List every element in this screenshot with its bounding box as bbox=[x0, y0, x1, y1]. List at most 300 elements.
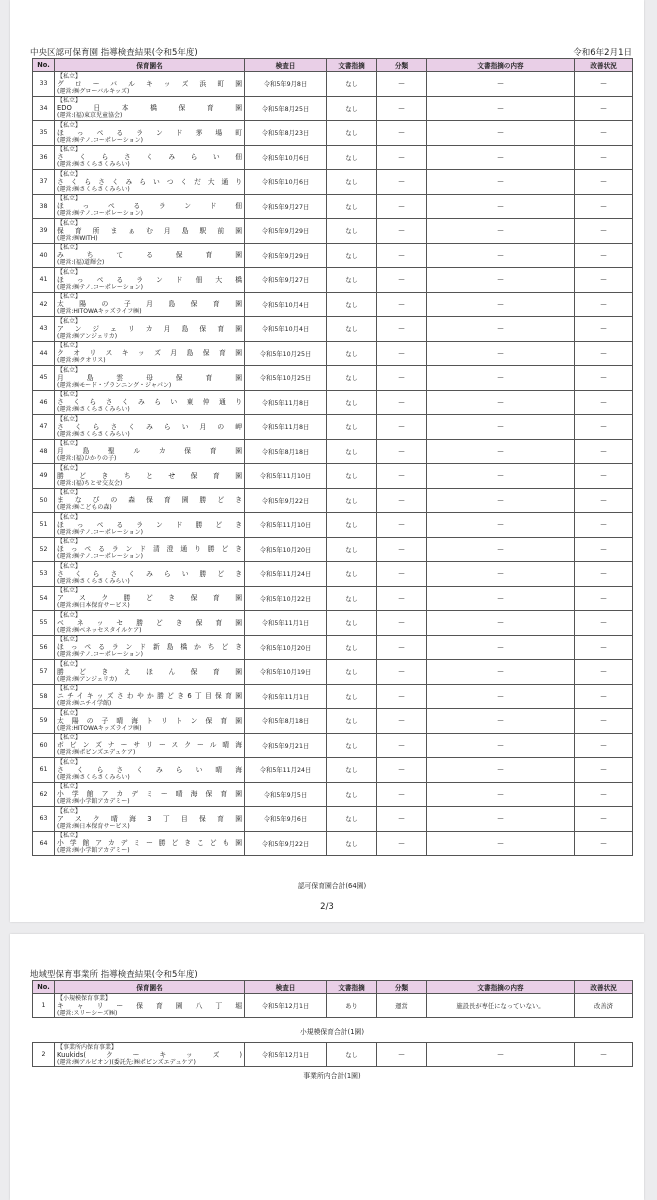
facility-operator: (運営:㈱さくらさくみらい) bbox=[57, 430, 130, 438]
row-no: 54 bbox=[33, 586, 55, 611]
facility-name: 勝どきちとせ保育園 bbox=[57, 471, 242, 480]
facility-category: 【私立】 bbox=[57, 97, 82, 105]
finding-content: — bbox=[427, 537, 575, 562]
finding-content: — bbox=[427, 366, 575, 391]
row-no: 43 bbox=[33, 317, 55, 342]
facility-operator: (運営:(福)ちとせ交友会) bbox=[57, 479, 123, 487]
row-no: 60 bbox=[33, 733, 55, 758]
facility-name: みちてる保育園 bbox=[57, 251, 242, 260]
facility-cell bbox=[55, 96, 245, 121]
finding-class: — bbox=[377, 831, 427, 856]
doc-finding: なし bbox=[327, 72, 377, 97]
table-row bbox=[33, 831, 633, 856]
improvement-status: — bbox=[575, 243, 633, 268]
doc-finding: なし bbox=[327, 268, 377, 293]
inspection-date: 令和5年9月8日 bbox=[245, 72, 327, 97]
facility-name: キャリー保育園八丁堀 bbox=[57, 1001, 242, 1010]
facility-name: ほっぺるランド佃 bbox=[57, 202, 242, 211]
facility-cell bbox=[55, 635, 245, 660]
header-status: 改善状況 bbox=[575, 981, 633, 994]
header-class: 分類 bbox=[377, 981, 427, 994]
finding-class: — bbox=[377, 292, 427, 317]
finding-content: — bbox=[427, 194, 575, 219]
finding-content: — bbox=[427, 390, 575, 415]
doc-finding: なし bbox=[327, 611, 377, 636]
table-row bbox=[33, 994, 633, 1018]
facility-name: さくらさくみらい晴海 bbox=[57, 765, 242, 774]
row-no: 63 bbox=[33, 807, 55, 832]
improvement-status: — bbox=[575, 268, 633, 293]
facility-operator: (運営:(福)東京児童協会) bbox=[57, 112, 123, 120]
facility-cell bbox=[55, 488, 245, 513]
doc-finding: なし bbox=[327, 513, 377, 538]
improvement-status: — bbox=[575, 292, 633, 317]
finding-class: — bbox=[377, 488, 427, 513]
inspection-date: 令和5年11月10日 bbox=[245, 464, 327, 489]
finding-content: — bbox=[427, 170, 575, 195]
row-no: 2 bbox=[33, 1043, 55, 1067]
facility-operator: (運営:㈱さくらさくみらい) bbox=[57, 161, 130, 169]
facility-category: 【私立】 bbox=[57, 464, 82, 472]
inspection-date: 令和5年10月25日 bbox=[245, 366, 327, 391]
inspection-date: 令和5年10月6日 bbox=[245, 170, 327, 195]
table-body bbox=[33, 994, 633, 1018]
table-row bbox=[33, 660, 633, 685]
inspection-table bbox=[32, 58, 633, 856]
inspection-date: 令和5年11月8日 bbox=[245, 415, 327, 440]
facility-cell bbox=[55, 660, 245, 685]
facility-category: 【私立】 bbox=[57, 440, 82, 448]
facility-cell bbox=[55, 219, 245, 244]
facility-category: 【私立】 bbox=[57, 170, 82, 178]
facility-name: 太陽の子月島保育園 bbox=[57, 300, 242, 309]
table-row bbox=[33, 439, 633, 464]
facility-cell bbox=[55, 415, 245, 440]
table-row bbox=[33, 145, 633, 170]
doc-finding: なし bbox=[327, 439, 377, 464]
row-no: 57 bbox=[33, 660, 55, 685]
facility-category: 【私立】 bbox=[57, 489, 82, 497]
document-page-2 bbox=[10, 934, 644, 1200]
inspection-date: 令和5年8月23日 bbox=[245, 121, 327, 146]
facility-cell bbox=[55, 733, 245, 758]
facility-category: 【私立】 bbox=[57, 391, 82, 399]
header-no: No. bbox=[33, 59, 55, 72]
facility-operator: (運営:㈱ニチイ学館) bbox=[57, 700, 112, 708]
finding-class: — bbox=[377, 243, 427, 268]
facility-cell bbox=[55, 709, 245, 734]
doc-finding: なし bbox=[327, 635, 377, 660]
facility-cell bbox=[55, 758, 245, 783]
facility-cell bbox=[55, 390, 245, 415]
finding-class: — bbox=[377, 684, 427, 709]
improvement-status: — bbox=[575, 72, 633, 97]
table-row bbox=[33, 268, 633, 293]
facility-cell bbox=[55, 366, 245, 391]
improvement-status: — bbox=[575, 341, 633, 366]
facility-operator: (運営:㈱モード・プランニング・ジャパン) bbox=[57, 381, 172, 389]
inspection-date: 令和5年9月21日 bbox=[245, 733, 327, 758]
facility-category: 【私立】 bbox=[57, 146, 82, 154]
facility-category: 【私立】 bbox=[57, 415, 82, 423]
facility-cell bbox=[55, 268, 245, 293]
row-no: 41 bbox=[33, 268, 55, 293]
finding-class: — bbox=[377, 341, 427, 366]
finding-content: — bbox=[427, 758, 575, 783]
row-no: 55 bbox=[33, 611, 55, 636]
inspection-date: 令和5年9月6日 bbox=[245, 807, 327, 832]
finding-content: — bbox=[427, 709, 575, 734]
facility-operator: (運営:㈱クオリス) bbox=[57, 357, 106, 365]
page-header bbox=[30, 46, 632, 58]
improvement-status: — bbox=[575, 513, 633, 538]
inspection-date: 令和5年10月4日 bbox=[245, 317, 327, 342]
facility-name: さくらさくみらいつくだ大通り bbox=[57, 177, 242, 186]
finding-content: — bbox=[427, 562, 575, 587]
row-no: 35 bbox=[33, 121, 55, 146]
finding-content: — bbox=[427, 121, 575, 146]
row-no: 46 bbox=[33, 390, 55, 415]
improvement-status: — bbox=[575, 831, 633, 856]
facility-name: さくらさくみらい月の岬 bbox=[57, 422, 242, 431]
facility-category: 【私立】 bbox=[57, 758, 82, 766]
improvement-status: — bbox=[575, 194, 633, 219]
row-no: 40 bbox=[33, 243, 55, 268]
inspection-date: 令和5年9月22日 bbox=[245, 488, 327, 513]
facility-cell bbox=[55, 807, 245, 832]
improvement-status: — bbox=[575, 537, 633, 562]
improvement-status: — bbox=[575, 1043, 633, 1067]
row-no: 34 bbox=[33, 96, 55, 121]
facility-name: ほっぺるランド勝どき bbox=[57, 520, 242, 529]
improvement-status: — bbox=[575, 733, 633, 758]
finding-class: — bbox=[377, 513, 427, 538]
header-content: 文書指摘の内容 bbox=[427, 981, 575, 994]
facility-operator: (運営:㈱ポピンズエデュケア) bbox=[57, 749, 136, 757]
table-header-row bbox=[33, 981, 633, 994]
inspection-date: 令和5年10月22日 bbox=[245, 586, 327, 611]
facility-operator: (運営:㈱WITH) bbox=[57, 234, 98, 242]
doc-finding: なし bbox=[327, 121, 377, 146]
facility-name: ボビンズナーサリースクール晴海 bbox=[57, 741, 242, 750]
facility-operator: (運営:(福)道輝会) bbox=[57, 259, 105, 267]
row-no: 53 bbox=[33, 562, 55, 587]
facility-cell bbox=[55, 317, 245, 342]
improvement-status: — bbox=[575, 586, 633, 611]
facility-category: 【私立】 bbox=[57, 72, 82, 80]
inspection-date: 令和5年12月1日 bbox=[245, 994, 327, 1018]
improvement-status: — bbox=[575, 145, 633, 170]
facility-name: ほっぺるランド茅場町 bbox=[57, 128, 242, 137]
improvement-status: — bbox=[575, 464, 633, 489]
total-label: 小規模保育合計(1園) bbox=[299, 1028, 364, 1036]
improvement-status: — bbox=[575, 660, 633, 685]
table-row bbox=[33, 611, 633, 636]
finding-content: — bbox=[427, 831, 575, 856]
row-no: 49 bbox=[33, 464, 55, 489]
improvement-status: — bbox=[575, 96, 633, 121]
facility-cell bbox=[55, 994, 245, 1018]
facility-category: 【私立】 bbox=[57, 317, 82, 325]
finding-content: — bbox=[427, 513, 575, 538]
facility-operator: (運営:㈱テノ.コーポレーション) bbox=[57, 528, 143, 536]
improvement-status: — bbox=[575, 121, 633, 146]
table-row bbox=[33, 537, 633, 562]
facility-category: 【私立】 bbox=[57, 121, 82, 129]
doc-finding: なし bbox=[327, 660, 377, 685]
facility-category: 【私立】 bbox=[57, 709, 82, 717]
facility-name: クオリスキッズ月島保育園 bbox=[57, 349, 242, 358]
facility-cell bbox=[55, 292, 245, 317]
table-row bbox=[33, 366, 633, 391]
finding-content: — bbox=[427, 464, 575, 489]
finding-class: — bbox=[377, 611, 427, 636]
row-no: 33 bbox=[33, 72, 55, 97]
table-row bbox=[33, 219, 633, 244]
facility-name: まなびの森保育園勝どき bbox=[57, 496, 242, 505]
finding-class: — bbox=[377, 390, 427, 415]
row-no: 1 bbox=[33, 994, 55, 1018]
table-row bbox=[33, 782, 633, 807]
finding-content: — bbox=[427, 586, 575, 611]
doc-finding: なし bbox=[327, 488, 377, 513]
row-no: 56 bbox=[33, 635, 55, 660]
doc-finding: なし bbox=[327, 709, 377, 734]
row-no: 47 bbox=[33, 415, 55, 440]
table-row bbox=[33, 243, 633, 268]
facility-name: さくらさくみらい勝どき bbox=[57, 569, 242, 578]
finding-content: — bbox=[427, 807, 575, 832]
doc-finding: なし bbox=[327, 733, 377, 758]
facility-name: 勝どきえほん保育園 bbox=[57, 667, 242, 676]
finding-class: — bbox=[377, 219, 427, 244]
facility-cell bbox=[55, 145, 245, 170]
row-no: 62 bbox=[33, 782, 55, 807]
doc-finding: なし bbox=[327, 831, 377, 856]
facility-category: 【私立】 bbox=[57, 660, 82, 668]
inspection-date: 令和5年10月4日 bbox=[245, 292, 327, 317]
table-row bbox=[33, 415, 633, 440]
doc-finding: なし bbox=[327, 684, 377, 709]
facility-name: ニチイキッズさわやか勝どき6丁目保育園 bbox=[57, 692, 242, 701]
table-row bbox=[33, 464, 633, 489]
row-no: 42 bbox=[33, 292, 55, 317]
finding-class: — bbox=[377, 807, 427, 832]
facility-name: アスク晴海3丁目保育園 bbox=[57, 814, 242, 823]
finding-content: — bbox=[427, 268, 575, 293]
row-no: 58 bbox=[33, 684, 55, 709]
improvement-status: 改善済 bbox=[575, 994, 633, 1018]
improvement-status: — bbox=[575, 709, 633, 734]
facility-cell bbox=[55, 782, 245, 807]
facility-category: 【私立】 bbox=[57, 783, 82, 791]
table-body bbox=[33, 1043, 633, 1067]
facility-name: 保育所まぁむ月島駅前園 bbox=[57, 226, 242, 235]
facility-operator: (運営:㈱こどもの森) bbox=[57, 504, 112, 512]
facility-category: 【私立】 bbox=[57, 293, 82, 301]
finding-content: — bbox=[427, 733, 575, 758]
finding-class: — bbox=[377, 96, 427, 121]
inspection-date: 令和5年11月8日 bbox=[245, 390, 327, 415]
header-content: 文書指摘の内容 bbox=[427, 59, 575, 72]
facility-category: 【私立】 bbox=[57, 562, 82, 570]
table-row bbox=[33, 733, 633, 758]
inspection-date: 令和5年11月24日 bbox=[245, 562, 327, 587]
doc-finding: なし bbox=[327, 341, 377, 366]
table-row bbox=[33, 709, 633, 734]
finding-content: — bbox=[427, 219, 575, 244]
improvement-status: — bbox=[575, 807, 633, 832]
facility-operator: (運営:㈱さくらさくみらい) bbox=[57, 577, 130, 585]
improvement-status: — bbox=[575, 366, 633, 391]
row-no: 38 bbox=[33, 194, 55, 219]
facility-operator: (運営:㈱日本保育サービス) bbox=[57, 822, 130, 830]
facility-name: アスク勝どき保育園 bbox=[57, 594, 242, 603]
facility-name: ベネッセ勝どき保育園 bbox=[57, 618, 242, 627]
finding-class: — bbox=[377, 782, 427, 807]
total-label: 認可保育園合計(64園) bbox=[297, 882, 367, 890]
facility-operator: (運営:㈱アンジェリカ) bbox=[57, 332, 118, 340]
facility-cell bbox=[55, 513, 245, 538]
facility-cell bbox=[55, 684, 245, 709]
document-page-1 bbox=[10, 0, 644, 922]
facility-category: 【私立】 bbox=[57, 636, 82, 644]
improvement-status: — bbox=[575, 170, 633, 195]
facility-category: 【私立】 bbox=[57, 538, 82, 546]
facility-operator: (運営:㈱さくらさくみらい) bbox=[57, 406, 130, 414]
total-label: 事業所内合計(1園) bbox=[303, 1072, 361, 1080]
finding-class: — bbox=[377, 660, 427, 685]
facility-operator: (運営:HITOWAキッズライフ㈱) bbox=[57, 308, 142, 316]
facility-cell bbox=[55, 439, 245, 464]
inspection-date: 令和5年8月25日 bbox=[245, 96, 327, 121]
facility-name: ほっぺるランド清澄通り勝どき bbox=[57, 545, 242, 554]
improvement-status: — bbox=[575, 390, 633, 415]
facility-name: Kuukids(クーキッズ) bbox=[57, 1050, 242, 1059]
doc-finding: なし bbox=[327, 292, 377, 317]
inspection-date: 令和5年12月1日 bbox=[245, 1043, 327, 1067]
doc-finding: なし bbox=[327, 145, 377, 170]
header-name: 保育園名 bbox=[55, 59, 245, 72]
facility-category: 【私立】 bbox=[57, 219, 82, 227]
improvement-status: — bbox=[575, 782, 633, 807]
finding-content: — bbox=[427, 96, 575, 121]
table-row bbox=[33, 513, 633, 538]
inspection-date: 令和5年11月10日 bbox=[245, 513, 327, 538]
inspection-date: 令和5年10月19日 bbox=[245, 660, 327, 685]
inspection-date: 令和5年10月25日 bbox=[245, 341, 327, 366]
finding-class: — bbox=[377, 1043, 427, 1067]
row-no: 39 bbox=[33, 219, 55, 244]
finding-class: — bbox=[377, 366, 427, 391]
facility-cell bbox=[55, 1043, 245, 1067]
improvement-status: — bbox=[575, 415, 633, 440]
table-row bbox=[33, 317, 633, 342]
facility-name: グローバルキッズ浜町園 bbox=[57, 79, 242, 88]
header-date: 検査日 bbox=[245, 59, 327, 72]
table-row bbox=[33, 684, 633, 709]
finding-content: — bbox=[427, 611, 575, 636]
finding-class: — bbox=[377, 439, 427, 464]
facility-cell bbox=[55, 586, 245, 611]
inspection-date: 令和5年8月18日 bbox=[245, 439, 327, 464]
facility-category: 【私立】 bbox=[57, 611, 82, 619]
table-row bbox=[33, 72, 633, 97]
doc-finding: なし bbox=[327, 537, 377, 562]
table-body bbox=[33, 72, 633, 856]
improvement-status: — bbox=[575, 562, 633, 587]
doc-finding: なし bbox=[327, 243, 377, 268]
table-row bbox=[33, 292, 633, 317]
finding-class: — bbox=[377, 733, 427, 758]
doc-finding: なし bbox=[327, 390, 377, 415]
facility-operator: (運営:㈱アルビオン)(委託先:㈱ポピンズエデュケア) bbox=[57, 1058, 196, 1066]
header-date: 検査日 bbox=[245, 981, 327, 994]
doc-finding: なし bbox=[327, 807, 377, 832]
improvement-status: — bbox=[575, 635, 633, 660]
row-no: 50 bbox=[33, 488, 55, 513]
facility-cell bbox=[55, 341, 245, 366]
header-doc: 文書指摘 bbox=[327, 981, 377, 994]
facility-category: 【私立】 bbox=[57, 807, 82, 815]
table-row bbox=[33, 121, 633, 146]
facility-operator: (運営:㈱テノ.コーポレーション) bbox=[57, 283, 143, 291]
row-no: 59 bbox=[33, 709, 55, 734]
facility-name: ほっぺるランド佃大橋 bbox=[57, 275, 242, 284]
finding-class: — bbox=[377, 121, 427, 146]
facility-category: 【事業所内保育事業】 bbox=[57, 1043, 118, 1051]
finding-content: — bbox=[427, 660, 575, 685]
facility-category: 【小規模保育事業】 bbox=[57, 994, 112, 1002]
finding-class: — bbox=[377, 268, 427, 293]
facility-cell bbox=[55, 194, 245, 219]
row-no: 36 bbox=[33, 145, 55, 170]
row-no: 48 bbox=[33, 439, 55, 464]
facility-operator: (運営:HITOWAキッズライフ㈱) bbox=[57, 724, 142, 732]
doc-finding: なし bbox=[327, 415, 377, 440]
improvement-status: — bbox=[575, 684, 633, 709]
finding-content: — bbox=[427, 782, 575, 807]
inspection-date: 令和5年9月27日 bbox=[245, 194, 327, 219]
finding-content: — bbox=[427, 292, 575, 317]
facility-category: 【私立】 bbox=[57, 342, 82, 350]
facility-cell bbox=[55, 831, 245, 856]
finding-class: — bbox=[377, 758, 427, 783]
inspection-date: 令和5年10月20日 bbox=[245, 635, 327, 660]
inspection-date: 令和5年9月29日 bbox=[245, 219, 327, 244]
facility-cell bbox=[55, 170, 245, 195]
facility-operator: (運営:スリーシーズ㈱) bbox=[57, 1009, 118, 1017]
facility-operator: (運営:㈱さくらさくみらい) bbox=[57, 773, 130, 781]
row-no: 52 bbox=[33, 537, 55, 562]
facility-cell bbox=[55, 72, 245, 97]
facility-name: さくらさくみらい東仲通り bbox=[57, 398, 242, 407]
row-no: 44 bbox=[33, 341, 55, 366]
table-row bbox=[33, 1043, 633, 1067]
table-row bbox=[33, 194, 633, 219]
table-row bbox=[33, 586, 633, 611]
finding-content: — bbox=[427, 684, 575, 709]
facility-operator: (運営:㈱グローバルキッズ) bbox=[57, 87, 130, 95]
row-no: 45 bbox=[33, 366, 55, 391]
improvement-status: — bbox=[575, 611, 633, 636]
finding-content: — bbox=[427, 317, 575, 342]
doc-finding: なし bbox=[327, 758, 377, 783]
table-row bbox=[33, 488, 633, 513]
inspection-date: 令和5年9月22日 bbox=[245, 831, 327, 856]
table-row bbox=[33, 807, 633, 832]
inspection-date: 令和5年9月5日 bbox=[245, 782, 327, 807]
